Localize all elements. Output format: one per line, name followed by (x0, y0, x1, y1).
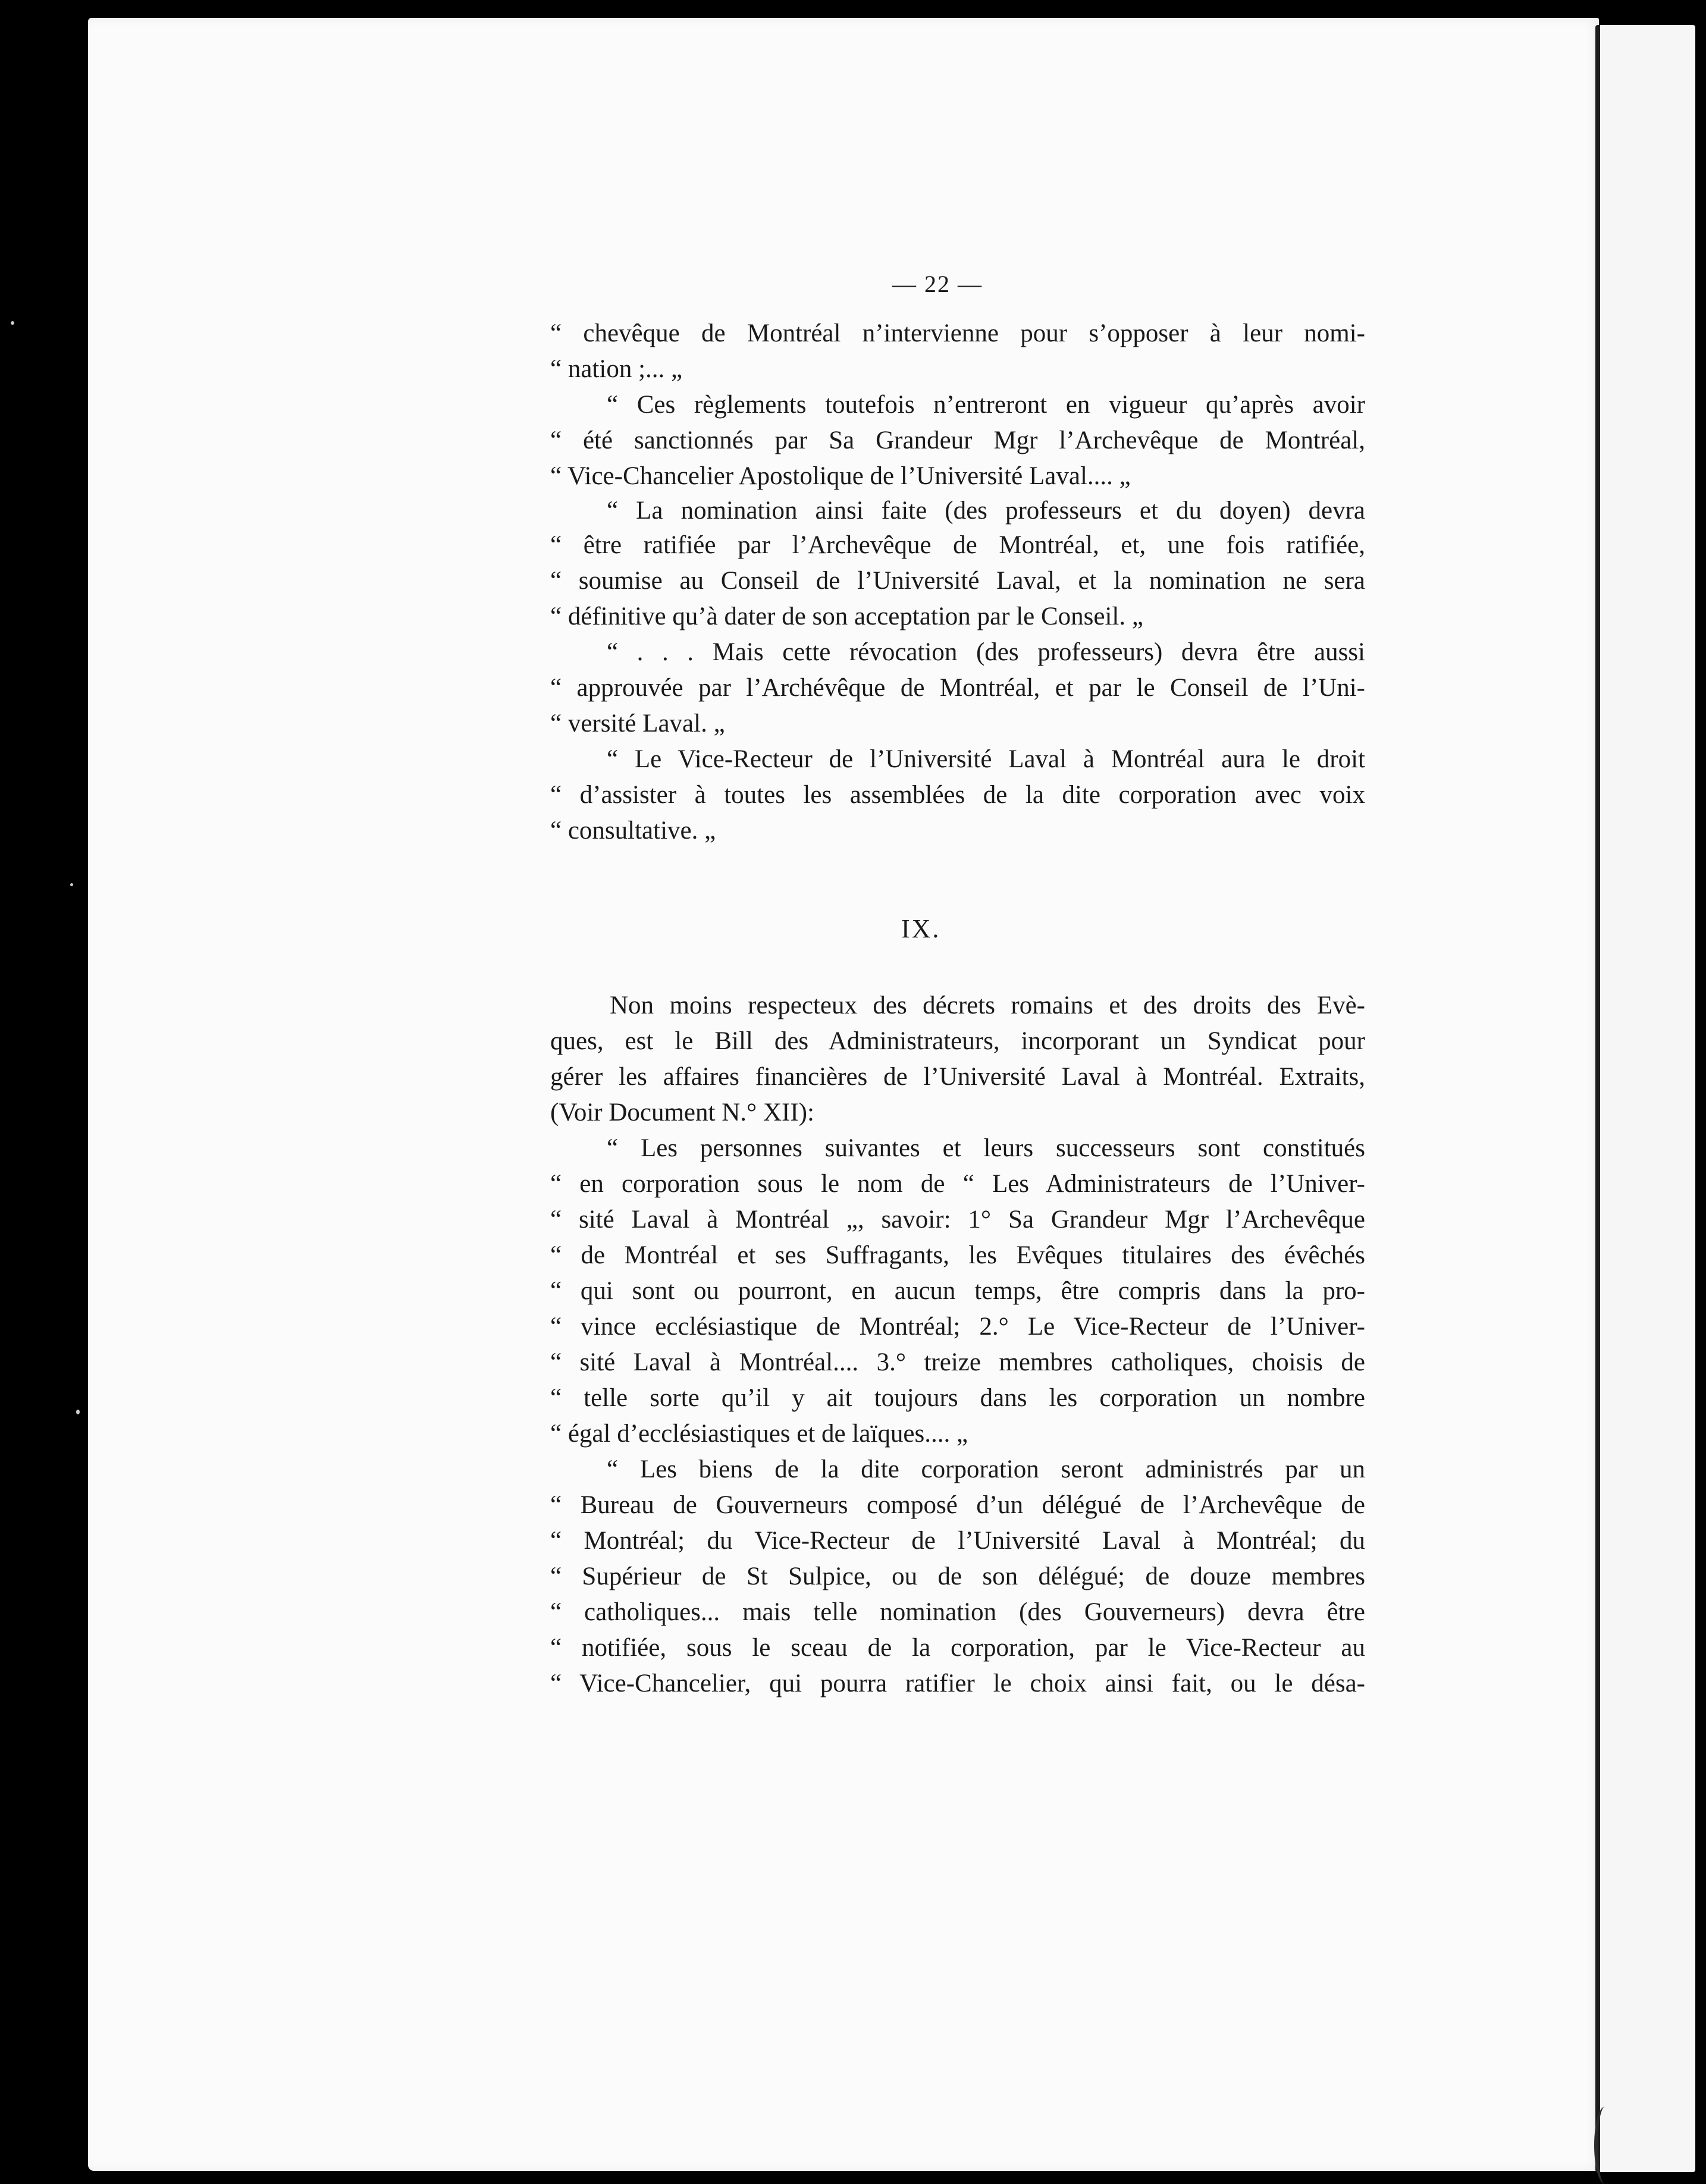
text-line: “ notifiée, sous le sceau de la corporation, par le Vice-Recteur au (550, 1634, 1365, 1662)
text-line: “ Vice-Chancelier Apostolique de l’Université Laval.... „ (550, 462, 1131, 490)
text-line: Non moins respecteux des décrets romains et des droits des Evè- (610, 991, 1365, 1019)
page-fold (1594, 2107, 1616, 2184)
text-line: “ Supérieur de St Sulpice, ou de son délégué; de douze membres (550, 1562, 1365, 1590)
scan-speck (76, 1410, 80, 1414)
text-line: “ telle sorte qu’il y ait toujours dans les corporation un nombre (550, 1384, 1365, 1412)
text-line: “ Bureau de Gouverneurs composé d’un délégué de l’Archevêque de (550, 1491, 1365, 1519)
text-line: “ d’assister à toutes les assemblées de la dite corporation avec voix (550, 781, 1365, 809)
text-line: gérer les affaires financières de l’Université Laval à Montréal. Extraits, (550, 1063, 1365, 1091)
text-line: “ sité Laval à Montréal „, savoir: 1° Sa Grandeur Mgr l’Archevêque (550, 1206, 1365, 1234)
text-line: “ être ratifiée par l’Archevêque de Montréal, et, une fois ratifiée, (550, 531, 1365, 559)
text-line: “ vince ecclésiastique de Montréal; 2.° Le Vice-Recteur de l’Univer- (550, 1313, 1365, 1341)
facing-page-edge (1595, 25, 1695, 2172)
text-line: “ catholiques... mais telle nomination (des Gouverneurs) devra être (550, 1598, 1365, 1626)
text-line: “ sité Laval à Montréal.... 3.° treize membres catholiques, choisis de (550, 1348, 1365, 1376)
text-line: “ . . . Mais cette révocation (des professeurs) devra être aussi (607, 638, 1365, 666)
text-line: “ été sanctionnés par Sa Grandeur Mgr l’Archevêque de Montréal, (550, 426, 1365, 454)
text-line: “ de Montréal et ses Suffragants, les Evêques titulaires des évêchés (550, 1241, 1365, 1269)
section-heading: IX. (901, 914, 941, 943)
text-line: “ nation ;... „ (550, 355, 683, 383)
text-line: “ Les personnes suivantes et leurs successeurs sont constitués (607, 1134, 1365, 1162)
text-line: “ définitive qu’à dater de son acceptation par le Conseil. „ (550, 603, 1143, 630)
scan-speck (70, 883, 73, 886)
scan-speck (11, 321, 14, 325)
text-line: “ soumise au Conseil de l’Université Laval, et la nomination ne sera (550, 567, 1365, 595)
text-line: ques, est le Bill des Administrateurs, incorporant un Syndicat pour (550, 1027, 1365, 1055)
text-line: “ chevêque de Montréal n’intervienne pour s’opposer à leur nomi- (550, 319, 1365, 347)
text-line: “ La nomination ainsi faite (des professeurs et du doyen) devra (607, 497, 1365, 525)
text-line: (Voir Document N.° XII): (550, 1099, 814, 1126)
text-line: “ Montréal; du Vice-Recteur de l’Université Laval à Montréal; du (550, 1527, 1365, 1555)
text-line: “ qui sont ou pourront, en aucun temps, être compris dans la pro- (550, 1277, 1365, 1305)
text-line: “ en corporation sous le nom de “ Les Administrateurs de l’Univer- (550, 1170, 1365, 1198)
text-line: “ versité Laval. „ (550, 710, 725, 738)
text-line: “ Ces règlements toutefois n’entreront en vigueur qu’après avoir (607, 391, 1365, 419)
page-number: — 22 — (892, 271, 983, 297)
text-line: “ approuvée par l’Archévêque de Montréal, et par le Conseil de l’Uni- (550, 674, 1365, 702)
text-line: “ consultative. „ (550, 817, 716, 845)
text-line: “ égal d’ecclésiastiques et de laïques.... „ (550, 1420, 968, 1448)
text-line: “ Vice-Chancelier, qui pourra ratifier le choix ainsi fait, ou le désa- (550, 1670, 1365, 1697)
text-line: “ Les biens de la dite corporation seront administrés par un (607, 1455, 1365, 1483)
text-line: “ Le Vice-Recteur de l’Université Laval à Montréal aura le droit (607, 745, 1365, 773)
